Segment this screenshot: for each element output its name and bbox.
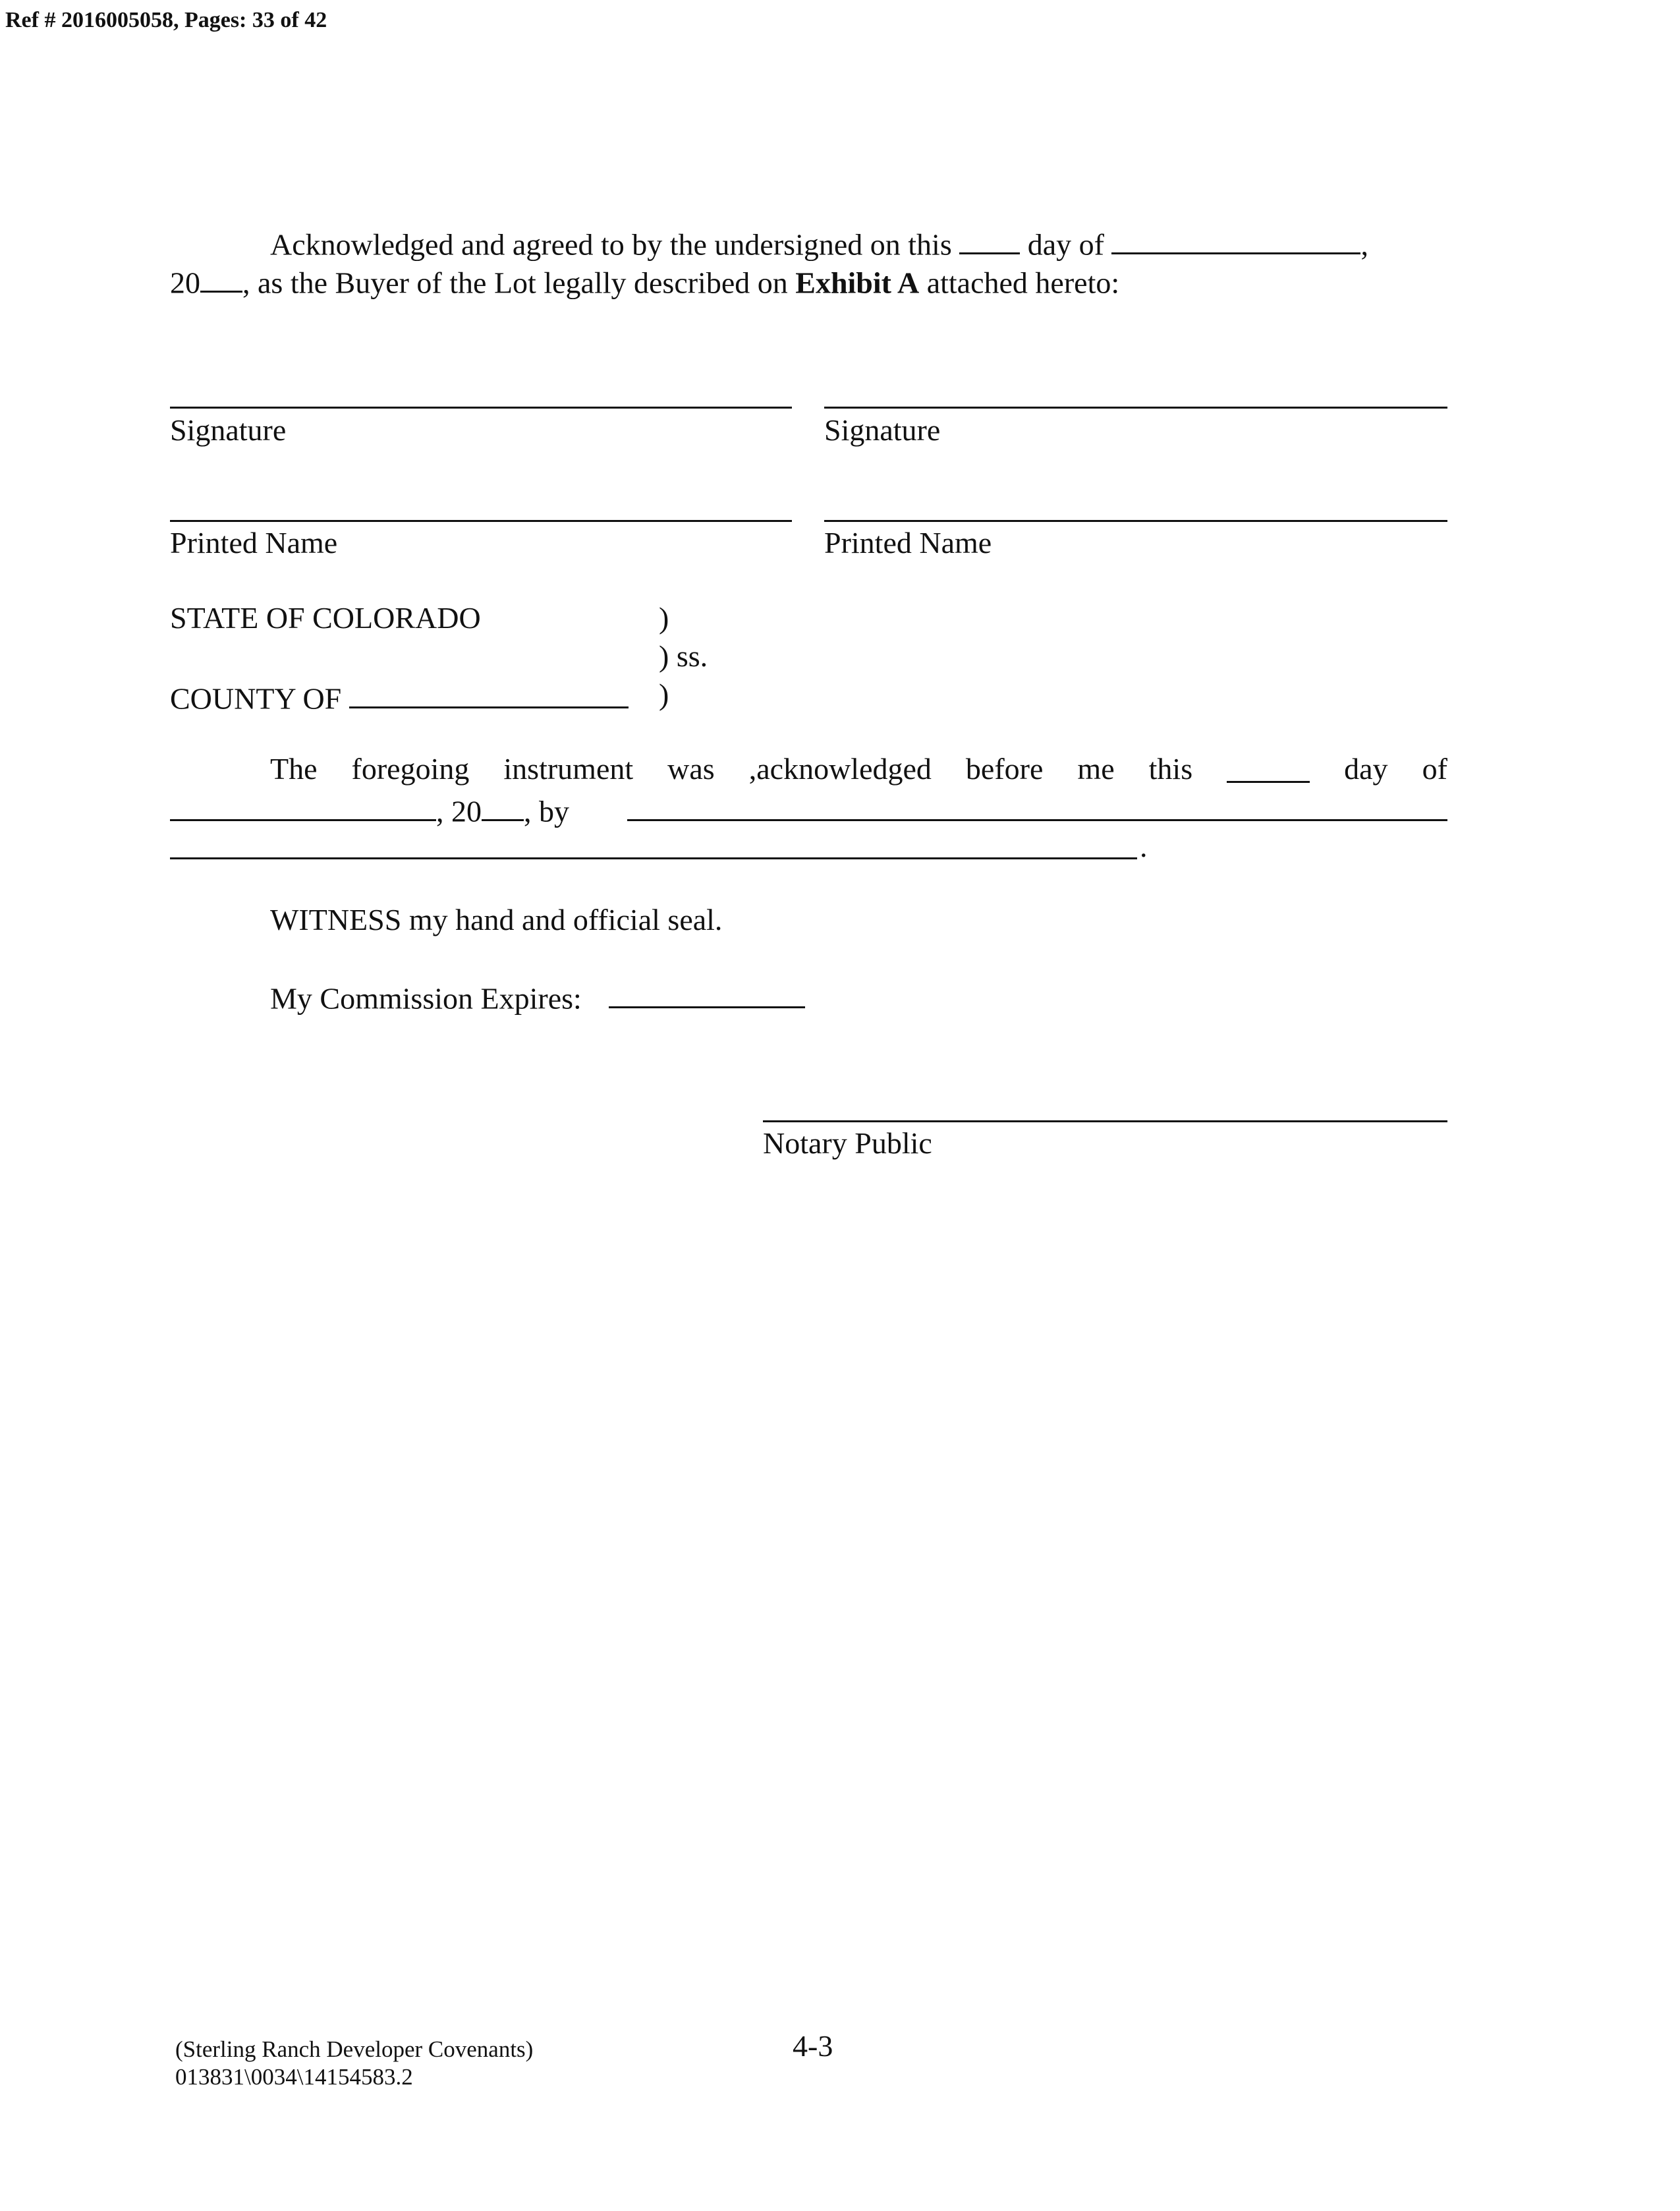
left-signature-line[interactable] [170, 407, 792, 409]
month-blank[interactable] [1111, 225, 1360, 254]
notary-by-text: , by [524, 794, 569, 828]
word-foregoing: foregoing [351, 752, 470, 786]
buyer-text: , as the Buyer of the Lot legally described on [242, 266, 796, 300]
word-acknowledged: ,acknowledged [748, 752, 932, 786]
county-line [170, 679, 629, 714]
left-signature-label: Signature [170, 413, 287, 447]
footer-document-title: (Sterling Ranch Developer Covenants) [175, 2036, 534, 2062]
right-printed-name-line[interactable] [824, 520, 1447, 522]
venue-paren-ss: ) ss. [659, 639, 708, 673]
county-blank[interactable] [349, 679, 629, 708]
comma-text: , [1360, 227, 1368, 262]
left-printed-name-label: Printed Name [170, 526, 338, 560]
notary-day-blank[interactable] [1227, 754, 1310, 783]
page-count: Pages: 33 of 42 [184, 8, 327, 32]
notary-signature-line[interactable] [763, 1120, 1447, 1122]
day-of-text: day of [1027, 227, 1104, 262]
venue-paren-1: ) [659, 601, 669, 635]
commission-line [270, 979, 805, 1014]
notary-public-label: Notary Public [763, 1126, 932, 1160]
notary-month-blank[interactable] [170, 792, 436, 821]
year-blank[interactable] [200, 264, 242, 293]
notary-name-continuation-line[interactable] [170, 857, 1137, 859]
word-of: of [1422, 752, 1447, 786]
notary-acknowledged-by-line[interactable] [627, 819, 1447, 821]
commission-expiry-blank[interactable] [609, 979, 805, 1008]
reference-number: Ref # 2016005058, [5, 8, 179, 32]
exhibit-reference: Exhibit A [795, 266, 920, 300]
word-this: this [1148, 752, 1193, 786]
acknowledgment-line-1 [270, 225, 1368, 260]
right-printed-name-label: Printed Name [824, 526, 992, 560]
left-printed-name-line[interactable] [170, 520, 792, 522]
right-signature-label: Signature [824, 413, 941, 447]
right-signature-line[interactable] [824, 407, 1447, 409]
acknowledgment-line-2 [170, 264, 1119, 298]
county-label: COUNTY OF [170, 681, 342, 716]
state-label: STATE OF COLORADO [170, 601, 481, 635]
witness-text: WITNESS my hand and official seal. [270, 903, 723, 936]
notary-year-blank[interactable] [482, 792, 524, 821]
notary-statement-line-2 [170, 792, 569, 826]
word-instrument: instrument [503, 752, 634, 786]
footer-page-number: 4-3 [793, 2029, 833, 2063]
word-me: me [1077, 752, 1115, 786]
word-the: The [270, 752, 318, 786]
day-blank[interactable] [959, 225, 1020, 254]
attached-text: attached hereto: [919, 266, 1120, 300]
venue-paren-3: ) [659, 677, 669, 711]
notary-year-prefix: , 20 [436, 794, 482, 828]
word-before: before [965, 752, 1044, 786]
notary-statement-line-1 [270, 754, 1447, 784]
footer-document-number: 013831\0034\14154583.2 [175, 2064, 413, 2090]
word-day: day [1344, 752, 1388, 786]
document-reference-header [5, 9, 327, 32]
notary-statement-period: . [1140, 830, 1148, 863]
commission-label: My Commission Expires: [270, 981, 582, 1016]
acknowledgment-text: Acknowledged and agreed to by the undersigned on this [270, 227, 952, 262]
year-prefix: 20 [170, 266, 200, 300]
word-was: was [667, 752, 715, 786]
